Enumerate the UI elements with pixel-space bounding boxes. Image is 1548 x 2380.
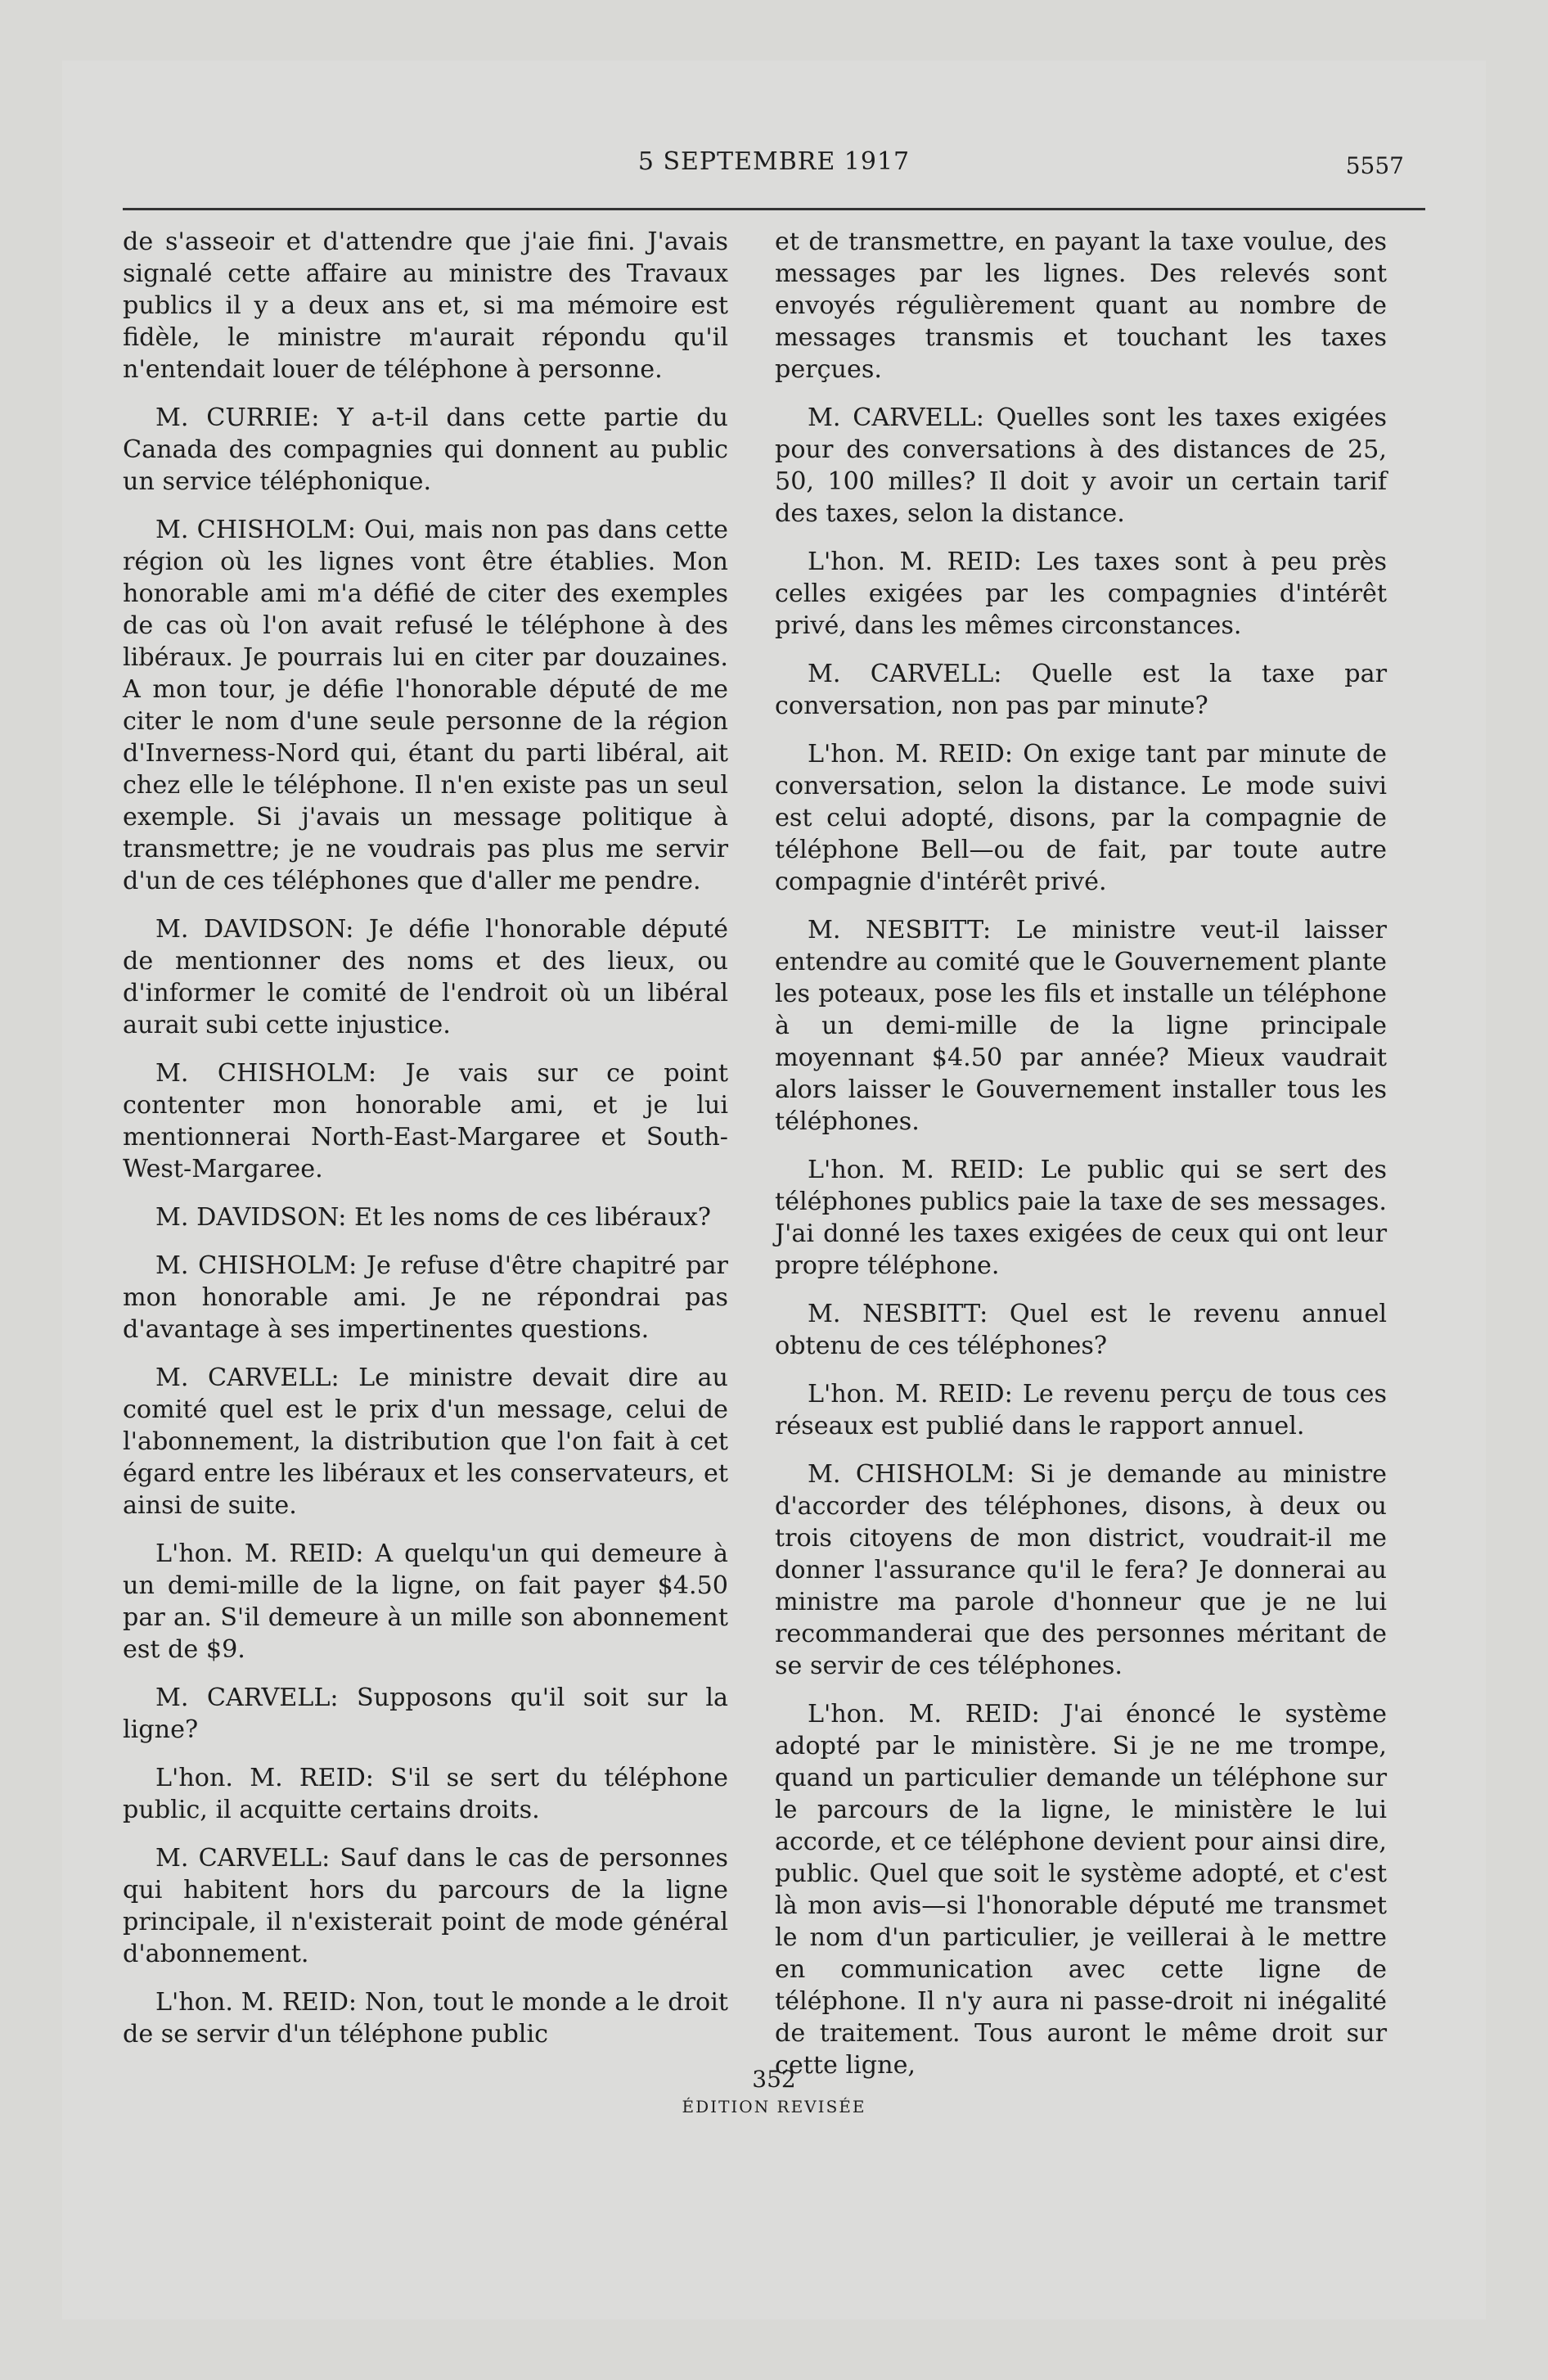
paragraph: M. CARVELL: Sauf dans le cas de personnes qui habitent hors du parcours de la ligne principale, il n'existerait point de mode général d'abonnement.	[123, 1844, 728, 1968]
paragraph: M. CARVELL: Le ministre devait dire au comité quel est le prix d'un message, celui de l'abonnement, la distribution que l'on fait à cet égard entre les libéraux et les conservateurs, et ainsi de suite.	[123, 1364, 728, 1520]
right-column	[775, 226, 1387, 2098]
left-column	[123, 226, 728, 2067]
paragraph: M. CARVELL: Quelle est la taxe par conversation, non pas par minute?	[775, 660, 1387, 720]
header-page-number: 5557	[1345, 152, 1404, 179]
paragraph: L'hon. M. REID: Non, tout le monde a le droit de se servir d'un téléphone public	[123, 1988, 728, 2049]
paragraph: L'hon. M. REID: Le revenu perçu de tous ces réseaux est publié dans le rapport annuel.	[775, 1380, 1387, 1440]
paragraph: M. CHISHOLM: Oui, mais non pas dans cette région où les lignes vont être établies. Mon honorable ami m'a défié de citer des exemples de cas où l'on avait refusé le téléphone à des libéraux. Je pourrais lui en citer par douzaines. A mon tour, je défie l'honorable député de me citer le nom d'une seule personne de la région d'Inverness-Nord qui, étant du parti libéral, ait chez elle le téléphone. Il n'en existe pas un seul exemple. Si j'avais un message politique à transmettre; je ne voudrais pas plus me servir d'un de ces téléphones que d'aller me pendre.	[123, 516, 728, 895]
paragraph: M. NESBITT: Le ministre veut-il laisser entendre au comité que le Gouvernement plante les poteaux, pose les fils et installe un téléphone à un demi-mille de la ligne principale moyennant $4.50 par année? Mieux vaudrait alors laisser le Gouvernement installer tous les téléphones.	[775, 916, 1387, 1136]
paragraph: M. NESBITT: Quel est le revenu annuel obtenu de ces téléphones?	[775, 1300, 1387, 1360]
paragraph: L'hon. M. REID: J'ai énoncé le système adopté par le ministère. Si je ne me trompe, quand un particulier demande un téléphone sur le parcours de la ligne, le ministère le lui accorde, et ce téléphone devient pour ainsi dire, public. Quel que soit le système adopté, et c'est là mon avis—si l'honorable député me transmet le nom d'un particulier, je veillerai à le mettre en communication avec cette ligne de téléphone. Il n'y aura ni passe-droit ni inégalité de traitement. Tous auront le même droit sur cette ligne,	[775, 1700, 1387, 2080]
paragraph: M. CURRIE: Y a-t-il dans cette partie du Canada des compagnies qui donnent au public un service téléphonique.	[123, 403, 728, 496]
paragraph: L'hon. M. REID: A quelqu'un qui demeure à un demi-mille de la ligne, on fait payer $4.50 par an. S'il demeure à un mille son abonnement est de $9.	[123, 1539, 728, 1664]
paragraph: M. CHISHOLM: Je refuse d'être chapitré par mon honorable ami. Je ne répondrai pas d'avantage à ses impertinentes questions.	[123, 1251, 728, 1344]
footer-edition: ÉDITION REVISÉE	[682, 2097, 866, 2116]
paragraph: de s'asseoir et d'attendre que j'aie fini. J'avais signalé cette affaire au ministre des Travaux publics il y a deux ans et, si ma mémoire est fidèle, le ministre m'aurait répondu qu'il n'entendait louer de téléphone à personne.	[123, 228, 728, 384]
page-header	[62, 147, 1486, 196]
paragraph: M. CARVELL: Supposons qu'il soit sur la ligne?	[123, 1684, 728, 1744]
paragraph: M. CARVELL: Quelles sont les taxes exigées pour des conversations à des distances de 25, 50, 100 milles? Il doit y avoir un certain tarif des taxes, selon la distance.	[775, 403, 1387, 528]
paragraph: L'hon. M. REID: On exige tant par minute de conversation, selon la distance. Le mode suivi est celui adopté, disons, par la compagnie de téléphone Bell—ou de fait, par toute autre compagnie d'intérêt privé.	[775, 740, 1387, 896]
paragraph: M. DAVIDSON: Et les noms de ces libéraux?	[155, 1203, 711, 1232]
paragraph: L'hon. M. REID: Les taxes sont à peu près celles exigées par les compagnies d'intérêt privé, dans les mêmes circonstances.	[775, 548, 1387, 640]
paragraph: L'hon. M. REID: S'il se sert du téléphone public, il acquitte certains droits.	[123, 1764, 728, 1824]
paragraph: M. DAVIDSON: Je défie l'honorable député de mentionner des noms et des lieux, ou d'informer le comité de l'endroit où un libéral aurait subi cette injustice.	[123, 915, 728, 1039]
paragraph: L'hon. M. REID: Le public qui se sert des téléphones publics paie la taxe de ses messages. J'ai donné les taxes exigées de ceux qui ont leur propre téléphone.	[775, 1156, 1387, 1280]
header-rule	[123, 208, 1425, 210]
footer-sheet-number: 352	[752, 2066, 796, 2093]
paragraph: M. CHISHOLM: Si je demande au ministre d'accorder des téléphones, disons, à deux ou trois citoyens de mon district, voudrait-il me donner l'assurance qu'il le fera? Je donnerai au ministre ma parole d'honneur que je ne lui recommanderai que des personnes méritant de se servir de ces téléphones.	[775, 1460, 1387, 1680]
header-date: 5 SEPTEMBRE 1917	[637, 147, 911, 176]
paragraph: M. CHISHOLM: Je vais sur ce point contenter mon honorable ami, et je lui mentionnerai North-East-Margaree et South-West-Margaree.	[123, 1059, 728, 1183]
paragraph: et de transmettre, en payant la taxe voulue, des messages par les lignes. Des relevés sont envoyés régulièrement quant au nombre de messages transmis et touchant les taxes perçues.	[775, 228, 1387, 384]
